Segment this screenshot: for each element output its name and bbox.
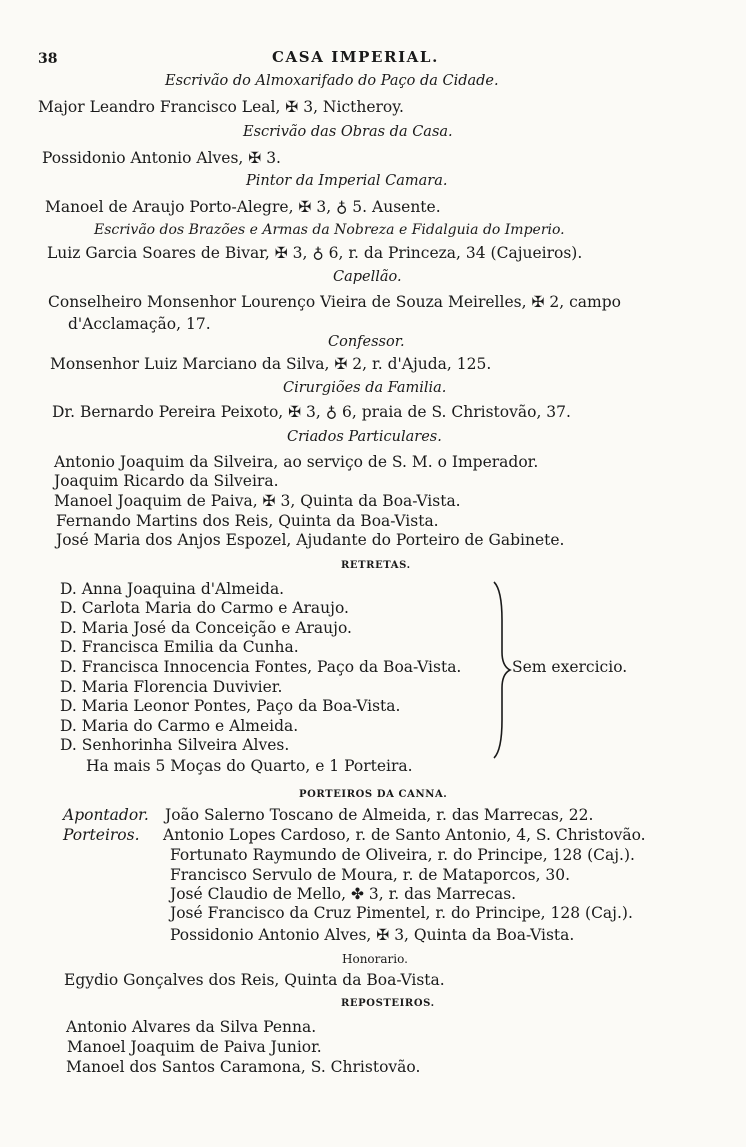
entry-brazoes: Luiz Garcia Soares de Bivar, ✠ 3, ♁ 6, r. da Princeza, 34 (Cajueiros). [47,244,583,262]
label-porteiros: Porteiros. [63,826,140,844]
list-item: D. Maria do Carmo e Almeida. [60,717,299,735]
list-item: D. Francisca Innocencia Fontes, Paço da Boa-Vista. [60,658,462,676]
list-item: José Maria dos Anjos Espozel, Ajudante do Porteiro de Gabinete. [56,531,565,549]
entry-cirurgioes: Dr. Bernardo Pereira Peixoto, ✠ 3, ♁ 6, praia de S. Christovão, 37. [52,403,571,421]
list-item: Fernando Martins dos Reis, Quinta da Boa-Vista. [56,512,439,530]
list-item: Manoel Joaquim de Paiva, ✠ 3, Quinta da Boa-Vista. [54,492,461,510]
list-item: D. Carlota Maria do Carmo e Araujo. [60,599,349,617]
section-title-capellao: Capellão. [333,269,402,285]
section-title-criados: Criados Particulares. [287,429,442,445]
section-title-brazoes: Escrivão dos Brazões e Armas da Nobreza e Fidalguia do Imperio. [94,222,565,238]
list-item: Possidonio Antonio Alves, ✠ 3, Quinta da Boa-Vista. [170,926,575,944]
list-item: Antonio Alvares da Silva Penna. [66,1018,317,1036]
list-item: D. Senhorinha Silveira Alves. [60,736,290,754]
label-honorario: Honorario. [342,952,408,966]
page-number: 38 [38,51,58,67]
entry-capellao-line1: Conselheiro Monsenhor Lourenço Vieira de Souza Meirelles, ✠ 2, campo [48,293,621,311]
curly-brace [490,580,512,760]
section-title-pintor: Pintor da Imperial Camara. [246,173,448,189]
entry-capellao-line2: d'Acclamação, 17. [68,315,211,333]
section-title-confessor: Confessor. [328,334,405,350]
list-item: D. Maria Florencia Duvivier. [60,678,283,696]
section-title-reposteiros: REPOSTEIROS. [341,998,435,1009]
list-item: D. Maria José da Conceição e Araujo. [60,619,352,637]
list-item: José Claudio de Mello, ✤ 3, r. das Marrecas. [170,885,517,903]
section-title-porteiros: PORTEIROS DA CANNA. [299,789,448,800]
entry-almoxarifado: Major Leandro Francisco Leal, ✠ 3, Nictheroy. [38,98,404,116]
entry-honorario: Egydio Gonçalves dos Reis, Quinta da Boa-Vista. [64,971,445,989]
list-item: D. Maria Leonor Pontes, Paço da Boa-Vista. [60,697,401,715]
brace-note: Sem exercicio. [512,658,628,676]
section-title-obras: Escrivão das Obras da Casa. [243,124,453,140]
retretas-extra: Ha mais 5 Moças do Quarto, e 1 Porteira. [86,757,413,775]
entry-apontador: João Salerno Toscano de Almeida, r. das Marrecas, 22. [165,806,594,824]
section-title-almoxarifado: Escrivão do Almoxarifado do Paço da Cidade. [165,73,499,89]
list-item: Manoel Joaquim de Paiva Junior. [67,1038,322,1056]
page-title: CASA IMPERIAL. [272,48,439,66]
entry-pintor: Manoel de Araujo Porto-Alegre, ✠ 3, ♁ 5. Ausente. [45,198,441,216]
list-item: Manoel dos Santos Caramona, S. Christovão. [66,1058,421,1076]
entry-confessor: Monsenhor Luiz Marciano da Silva, ✠ 2, r. d'Ajuda, 125. [50,355,492,373]
list-item: Fortunato Raymundo de Oliveira, r. do Principe, 128 (Caj.). [170,846,635,864]
list-item: José Francisco da Cruz Pimentel, r. do Principe, 128 (Caj.). [170,904,633,922]
section-title-cirurgioes: Cirurgiões da Familia. [283,380,447,396]
entry-obras: Possidonio Antonio Alves, ✠ 3. [42,149,281,167]
label-apontador: Apontador. [63,806,149,824]
list-item: Joaquim Ricardo da Silveira. [54,472,279,490]
list-item: Francisco Servulo de Moura, r. de Mataporcos, 30. [170,866,571,884]
list-item: D. Francisca Emilia da Cunha. [60,638,299,656]
list-item: Antonio Lopes Cardoso, r. de Santo Antonio, 4, S. Christovão. [163,826,646,844]
list-item: Antonio Joaquim da Silveira, ao serviço de S. M. o Imperador. [54,453,539,471]
list-item: D. Anna Joaquina d'Almeida. [60,580,285,598]
section-title-retretas: RETRETAS. [341,560,411,571]
